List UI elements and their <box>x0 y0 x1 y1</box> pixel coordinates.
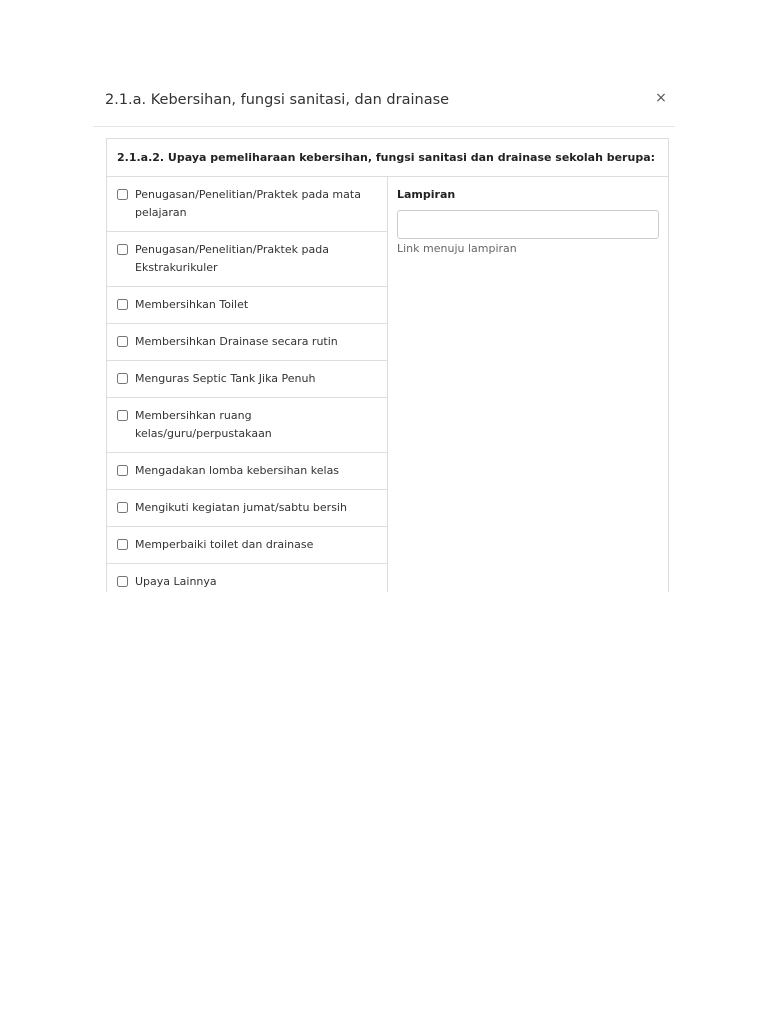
attachment-section <box>397 177 659 257</box>
option-row[interactable] <box>107 490 387 527</box>
attachment-help-text: Link menuju lampiran <box>397 242 517 255</box>
option-row[interactable] <box>107 287 387 324</box>
option-label: Penugasan/Penelitian/Praktek pada mata pelajaran <box>135 188 361 219</box>
option-label: Mengadakan lomba kebersihan kelas <box>135 464 340 477</box>
option-checkbox[interactable] <box>117 373 128 384</box>
modal-dialog <box>93 78 675 592</box>
option-checkbox[interactable] <box>117 502 128 513</box>
attachment-label: Lampiran <box>397 188 456 201</box>
close-button[interactable] <box>653 90 669 106</box>
option-checkbox[interactable] <box>117 410 128 421</box>
option-label: Mengikuti kegiatan jumat/sabtu bersih <box>135 501 347 514</box>
options-list <box>107 177 388 592</box>
question-body <box>107 177 668 592</box>
option-checkbox[interactable] <box>117 244 128 255</box>
option-row[interactable] <box>107 232 387 287</box>
option-row[interactable] <box>107 527 387 564</box>
option-checkbox[interactable] <box>117 299 128 310</box>
option-checkbox[interactable] <box>117 465 128 476</box>
option-row[interactable] <box>107 361 387 398</box>
modal-header <box>93 78 675 127</box>
option-label: Menguras Septic Tank Jika Penuh <box>135 372 316 385</box>
modal-title: 2.1.a. Kebersihan, fungsi sanitasi, dan drainase <box>105 92 450 108</box>
option-label: Memperbaiki toilet dan drainase <box>135 538 314 551</box>
option-checkbox[interactable] <box>117 576 128 587</box>
question-heading: 2.1.a.2. Upaya pemeliharaan kebersihan, fungsi sanitasi dan drainase sekolah berupa: <box>107 139 668 177</box>
option-row[interactable] <box>107 453 387 490</box>
option-checkbox[interactable] <box>117 336 128 347</box>
attachment-link-input[interactable] <box>397 210 659 239</box>
close-icon: × <box>655 90 667 106</box>
option-label: Upaya Lainnya <box>135 575 217 588</box>
option-row[interactable] <box>107 564 387 592</box>
option-label: Penugasan/Penelitian/Praktek pada Ekstrakurikuler <box>135 243 329 274</box>
question-panel <box>106 138 669 592</box>
option-label: Membersihkan ruang kelas/guru/perpustakaan <box>135 409 272 440</box>
option-row[interactable] <box>107 324 387 361</box>
option-row[interactable] <box>107 177 387 232</box>
option-label: Membersihkan Drainase secara rutin <box>135 335 338 348</box>
option-checkbox[interactable] <box>117 189 128 200</box>
option-label: Membersihkan Toilet <box>135 298 249 311</box>
option-row[interactable] <box>107 398 387 453</box>
option-checkbox[interactable] <box>117 539 128 550</box>
